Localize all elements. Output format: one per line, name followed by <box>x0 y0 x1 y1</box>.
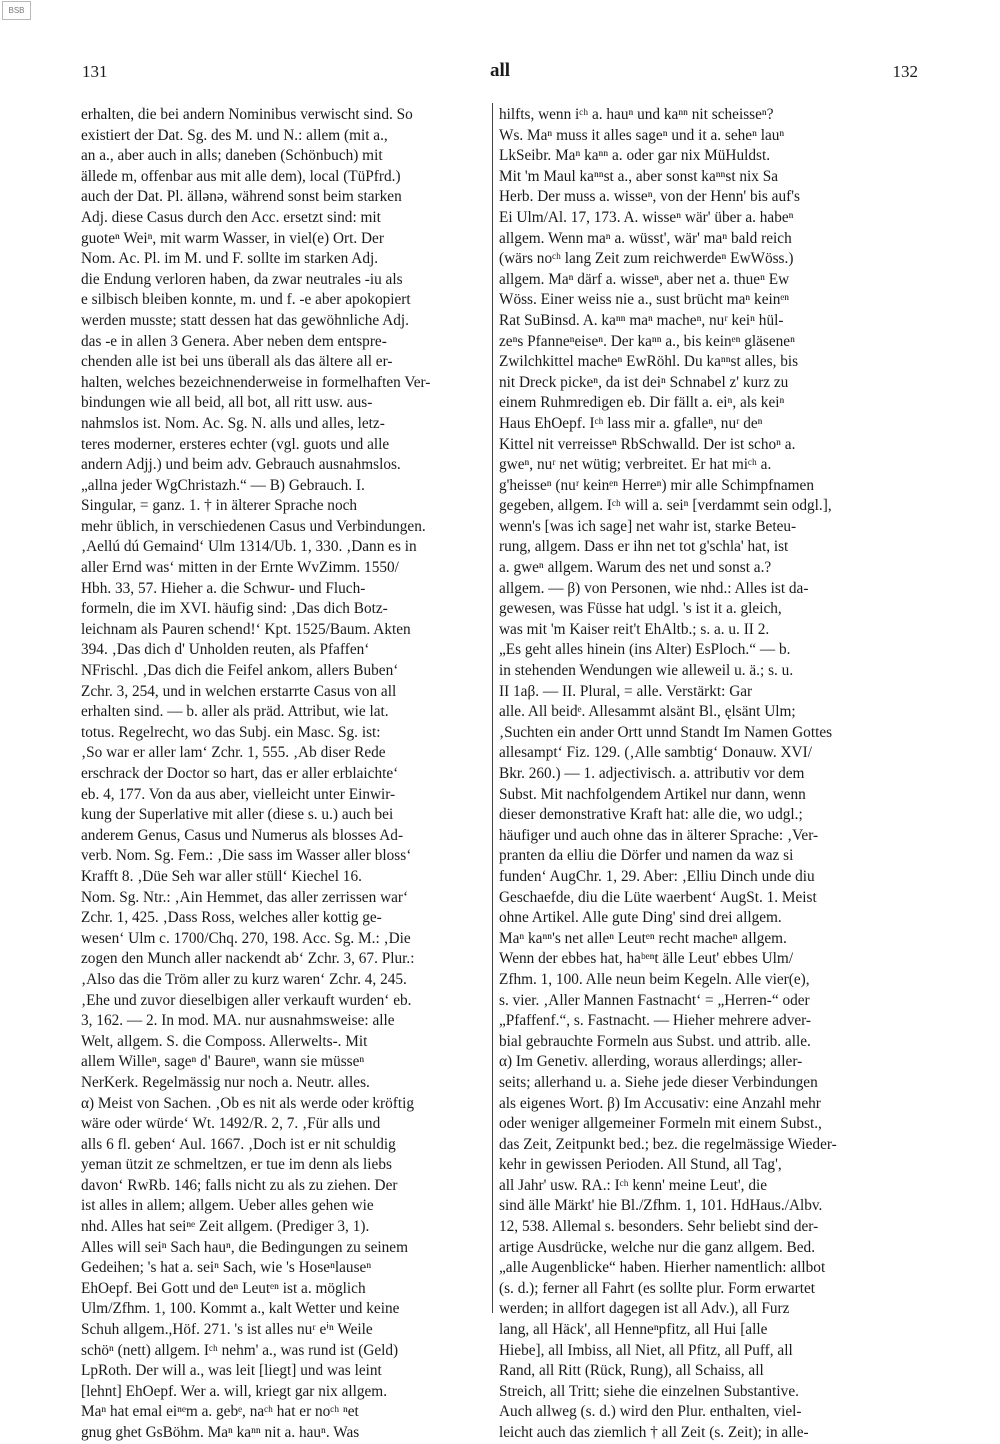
text-line: Wöss. Einer weiss nie a., sust brücht maⁿ keinᵉⁿ <box>499 291 790 309</box>
text-line: Geschaefde, diu die Lüte waerbent‘ AugSt. 1. Meist <box>499 888 817 906</box>
library-stamp: BSB <box>2 1 31 20</box>
text-line: formeln, die im XVI. häufig sind: ‚Das dich Botz- <box>81 600 388 618</box>
text-line: Ei Ulm/Al. 17, 173. A. wisseⁿ wär' über a. habeⁿ <box>499 208 794 226</box>
text-line: auch der Dat. Pl. ällənə, während sonst beim starken <box>81 188 402 206</box>
text-line: erschrack der Doctor so hart, das er aller erblaichte‘ <box>81 765 399 782</box>
text-line: Krafft 8. ‚Düe Seh war aller stüll‘ Kiechel 16. <box>81 867 362 885</box>
text-line: allesampt‘ Fiz. 129. (‚Alle sambtig‘ Donauw. XVI/ <box>499 744 812 762</box>
text-line: Zchr. 1, 425. ‚Dass Ross, welches aller kottig ge- <box>81 909 382 927</box>
text-line: rung, allgem. Dass er ihn net tot g'schla' hat, ist <box>499 538 789 556</box>
text-line: in stehenden Wendungen wie alleweil u. ä.; s. u. <box>499 662 794 680</box>
text-line: [lehnt] EhOepf. Wer a. will, kriegt gar nix allgem. <box>81 1382 388 1400</box>
text-line: EhOepf. Bei Gott und deⁿ Leutᵉⁿ ist a. möglich <box>81 1279 366 1297</box>
text-line: 394. ‚Das dich d' Unholden reuten, als Pfaffen‘ <box>81 641 370 659</box>
text-line: verb. Nom. Sg. Fem.: ‚Die sass im Wasser aller bloss‘ <box>81 847 412 865</box>
text-line: „Es geht alles hinein (ins Alter) EsPloch.“ — b. <box>499 641 791 659</box>
text-line: bindungen wie all beid, all bot, all ritt usw. aus- <box>81 394 373 412</box>
text-line: andern Adjj.) und beim adv. Gebrauch ausnahmslos. <box>81 456 401 474</box>
text-line: wäre oder würde‘ Wt. 1492/R. 2, 7. ‚Für alls und <box>81 1115 381 1133</box>
text-line: ‚So war er aller lam‘ Zchr. 1, 555. ‚Ab diser Rede <box>81 744 386 762</box>
text-line: Haus EhOepf. Iᶜʰ lass mir a. gfalleⁿ, nuʳ deⁿ <box>499 414 763 432</box>
text-line: Herb. Der muss a. wisseⁿ, von der Henn' bis auf's <box>499 188 800 206</box>
text-line: Schuh allgem.,Höf. 271. 's ist alles nuʳ eⁱⁿ Weile <box>81 1321 373 1339</box>
text-line: Kittel nit verreisseⁿ RbSchwalld. Der ist schoⁿ a. <box>499 435 796 453</box>
text-line: 12, 538. Allemal s. besonders. Sehr beliebt sind der- <box>499 1218 819 1236</box>
text-line: wenn's [was ich sage] net wahr ist, starke Beteu- <box>499 517 797 535</box>
text-line: guoteⁿ Weiⁿ, mit warm Wasser, in viel(e) Ort. Der <box>81 229 384 247</box>
text-line: bial gebrauchte Formeln aus Subst. und attrib. alle. <box>499 1032 811 1050</box>
text-line: zeⁿs Pfanneⁿeiseⁿ. Der kaⁿⁿ a., bis keinᵉⁿ gläseneⁿ <box>499 332 795 350</box>
text-line: totus. Regelrecht, wo das Subj. ein Masc. Sg. ist: <box>81 723 381 741</box>
page-headword: all <box>489 60 511 81</box>
text-line: davon‘ RwRb. 146; falls nicht zu als zu ziehen. Der <box>81 1176 398 1194</box>
text-line: Hiebe], all Imbiss, all Niet, all Pfitz, all Puff, all <box>499 1341 793 1359</box>
text-line: schöⁿ (nett) allgem. Iᶜʰ nehm' a., was rund ist (Geld) <box>81 1341 399 1359</box>
text-line: Mit 'm Maul kaⁿⁿst a., aber sonst kaⁿⁿst nix Sa <box>499 167 779 185</box>
text-line: gnug ghet GsBöhm. Maⁿ kaⁿⁿ nit a. hauⁿ. Was <box>81 1424 360 1441</box>
text-line: e silbisch bleiben konnte, m. und f. -e aber apokopiert <box>81 291 411 309</box>
text-line: ‚Suchten ein ander Ortt unnd Standt Im Namen Gottes <box>499 723 833 741</box>
text-line: Bkr. 260.) — 1. adjectivisch. a. attributiv vor dem <box>499 765 805 782</box>
text-line: nit Dreck pickeⁿ, da ist deiⁿ Schnabel z' kurz zu <box>499 373 789 391</box>
text-line: anderem Genus, Casus und Numerus als blosses Ad- <box>81 826 404 844</box>
text-line: allem Willeⁿ, sageⁿ d' Baureⁿ, wann sie müsseⁿ <box>81 1053 365 1071</box>
text-line: Zchr. 3, 254, und in welchen erstarrte Casus von all <box>81 682 397 700</box>
text-line: mehr üblich, in verschiedenen Casus und Verbindungen. <box>81 517 426 535</box>
text-line: das Zeit, Zeitpunkt bed.; bez. die regelmässige Wieder- <box>499 1135 837 1153</box>
text-line: Zwilchkittel macheⁿ EwRöhl. Du kaⁿⁿst alles, bis <box>499 353 799 371</box>
text-line: zogen den Munch aller nackendt ab‘ Zchr. 3, 67. Plur.: <box>81 950 415 968</box>
text-line: ällede m, offenbar aus mit alle dem), local (TüPfrd.) <box>81 167 401 185</box>
text-line: das -e in allen 3 Genera. Aber neben dem entspre- <box>81 332 387 350</box>
text-line: Nom. Sg. Ntr.: ‚Ain Hemmet, das aller zerrissen war‘ <box>81 888 409 906</box>
text-line: α) Meist von Sachen. ‚Ob es nit als werde oder kröftig <box>81 1094 414 1112</box>
text-line: gweⁿ, nuʳ net wütig; verbreitet. Er hat miᶜʰ a. <box>499 456 772 474</box>
text-line: die Endung verloren haben, da zwar neutrales -iu als <box>81 270 403 288</box>
right-column <box>499 105 911 1444</box>
text-line: Wenn der ebbes hat, haᵇᵉⁿt älle Leut' ebbes Ulm/ <box>499 950 794 968</box>
text-line: Alles will seiⁿ Sach hauⁿ, die Bedingungen zu seinem <box>81 1238 408 1256</box>
text-line: „allna jeder WgChristazh.“ — B) Gebrauch. I. <box>81 476 365 494</box>
text-line: α) Im Genetiv. allerding, woraus allerdings; aller- <box>499 1053 803 1071</box>
text-line: kung der Superlative mit aller (diese s. u.) auch bei <box>81 806 394 824</box>
text-line: erhalten sind. — b. aller als präd. Attribut, wie lat. <box>81 703 389 721</box>
text-line: Maⁿ kaⁿⁿ's net alleⁿ Leutᵉⁿ recht macheⁿ allgem. <box>499 929 787 947</box>
text-line: ohne Artikel. Alle gute Ding' sind drei allgem. <box>499 909 782 927</box>
text-line: alls 6 fl. geben‘ Aul. 1667. ‚Doch ist er nit schuldig <box>81 1135 396 1153</box>
text-line: s. vier. ‚Aller Mannen Fastnacht‘ = „Herren-“ oder <box>499 991 810 1009</box>
text-line: ist alles in allem; allgem. Ueber alles gehen wie <box>81 1197 374 1215</box>
text-line: was mit 'm Kaiser reit't EhAltb.; s. a. u. II 2. <box>499 620 770 638</box>
text-line: sind älle Märkt' hie Bl./Zfhm. 1, 101. HdHaus./Albv. <box>499 1197 823 1215</box>
text-line: aller Ernd was‘ mitten in der Ernte WvZimm. 1550/ <box>81 559 399 577</box>
text-line: Subst. Mit nachfolgendem Artikel nur dann, wenn <box>499 785 806 803</box>
text-line: Zfhm. 1, 100. Alle neun beim Kegeln. Alle vier(e), <box>499 970 810 988</box>
text-line: als eigenes Wort. β) Im Accusativ: eine Anzahl mehr <box>499 1094 821 1112</box>
text-line: a. gweⁿ allgem. Warum des net und sonst a.? <box>499 559 772 577</box>
text-line: einem Ruhmredigen eb. Dir fällt a. eiⁿ, als keiⁿ <box>499 394 785 412</box>
text-line: ‚Aellú dú Gemaind‘ Ulm 1314/Ub. 1, 330. ‚Dann es in <box>81 538 417 556</box>
text-line: leicht auch das ziemlich † all Zeit (s. Zeit); in alle- <box>499 1424 809 1441</box>
text-line: LpRoth. Der will a., was leit [liegt] und was leint <box>81 1362 382 1380</box>
text-line: „alle Augenblicke“ haben. Hierher namentlich: allbot <box>499 1259 826 1277</box>
text-line: all Jahr' usw. RA.: Iᶜʰ kenn' meine Leut', die <box>499 1176 768 1194</box>
text-line: NFrischl. ‚Das dich die Feifel ankom, allers Buben‘ <box>81 662 399 680</box>
text-line: an a., aber auch in alls; daneben (Schönbuch) mit <box>81 147 383 165</box>
text-line: Ws. Maⁿ muss it alles sageⁿ und it a. seheⁿ lauⁿ <box>499 126 785 144</box>
text-line: allgem. Maⁿ därf a. wisseⁿ, aber net a. thueⁿ Ew <box>499 270 790 288</box>
text-line: Auch allweg (s. d.) wird den Plur. enthalten, viel- <box>499 1403 802 1421</box>
text-line: ‚Ehe und zuvor dieselbigen aller verkauft wurden‘ eb. <box>81 991 412 1009</box>
text-line: oder weniger allgemeiner Formeln mit einem Subst., <box>499 1115 822 1133</box>
text-line: pranten da elliu die Dörfer und namen da waz si <box>499 847 794 865</box>
text-line: (s. d.); ferner all Fahrt (es sollte plur. Form erwartet <box>499 1279 816 1297</box>
text-line: hilfts, wenn iᶜʰ a. hauⁿ und kaⁿⁿ nit scheisseⁿ? <box>499 106 774 123</box>
text-line: (wärs noᶜʰ lang Zeit zum reichwerdeⁿ EwWöss.) <box>499 250 794 268</box>
text-line: Adj. diese Casus durch den Acc. ersetzt sind: mit <box>81 208 381 226</box>
text-line: g'heisseⁿ (nuʳ keinᵉⁿ Herreⁿ) mir alle Schimpfnamen <box>499 476 814 494</box>
text-line: chenden alle ist bei uns überall als das ältere all er- <box>81 353 393 371</box>
text-line: häufiger und auch ohne das in älterer Sprache: ‚Ver- <box>499 826 819 844</box>
text-line: nhd. Alles hat seiⁿᵉ Zeit allgem. (Prediger 3, 1). <box>81 1218 370 1236</box>
left-column <box>81 105 493 1444</box>
text-line: artige Ausdrücke, welche nur die ganz allgem. Bed. <box>499 1238 816 1256</box>
text-line: Singular, = ganz. 1. † in älterer Sprache noch <box>81 497 358 515</box>
text-line: werden; in allfort dagegen ist all Adv.), all Furz <box>499 1300 790 1318</box>
text-line: ‚Also das die Tröm aller zu kurz waren‘ Zchr. 4, 245. <box>81 970 407 988</box>
text-line: Ulm/Zfhm. 1, 100. Kommt a., kalt Wetter und keine <box>81 1300 400 1318</box>
text-line: Welt, allgem. S. die Composs. Allerwelts-. Mit <box>81 1032 368 1050</box>
text-line: yeman ützit ze schmeltzen, er tue im denn als liebs <box>81 1156 392 1174</box>
text-line: Rat SuBinsd. A. kaⁿⁿ maⁿ macheⁿ, nuʳ keiⁿ hül- <box>499 311 784 329</box>
text-line: „Pfaffenf.“, s. Fastnacht. — Hieher mehrere adver- <box>499 1012 812 1030</box>
text-line: wesen‘ Ulm c. 1700/Chq. 270, 198. Acc. Sg. M.: ‚Die <box>81 929 411 947</box>
text-line: LkSeibr. Maⁿ kaⁿⁿ a. oder gar nix MüHuldst. <box>499 147 771 165</box>
text-line: alle. All beidᵉ. Allesammt alsänt Bl., ęlsänt Ulm; <box>499 703 796 721</box>
text-line: seits; allerhand u. a. Siehe jede dieser Verbindungen <box>499 1073 818 1091</box>
text-line: werden musste; statt dessen hat das gewöhnliche Adj. <box>81 311 409 329</box>
page-number-left: 131 <box>82 62 108 81</box>
text-line: dieser demonstrative Kraft hat: alle die, wo udgl.; <box>499 806 803 824</box>
text-line: kehr in gewissen Perioden. All Stund, all Tag', <box>499 1156 782 1174</box>
page-number-right: 132 <box>892 62 918 81</box>
text-line: Rand, all Ritt (Rück, Rung), all Schaiss, all <box>499 1362 764 1380</box>
text-line: erhalten, die bei andern Nominibus verwischt sind. So <box>81 106 413 123</box>
text-line: nahmslos ist. Nom. Ac. Sg. N. alls und alles, letz- <box>81 414 385 432</box>
column-divider <box>492 103 493 1313</box>
text-line: Gedeihen; 's hat a. seiⁿ Sach, wie 's Hoseⁿlauseⁿ <box>81 1259 372 1277</box>
text-line: NerKerk. Regelmässig nur noch a. Neutr. alles. <box>81 1073 370 1091</box>
text-line: teres moderner, ersteres echter (vgl. guots und alle <box>81 435 390 453</box>
text-line: allgem. — β) von Personen, wie nhd.: Alles ist da- <box>499 579 809 597</box>
text-line: 3, 162. — 2. In mod. MA. nur ausnahmsweise: alle <box>81 1012 395 1030</box>
text-line: Streich, all Tritt; siehe die einzelnen Substantive. <box>499 1382 799 1400</box>
text-line: gewesen, was Füsse hat udgl. 's ist it a. gleich, <box>499 600 782 618</box>
text-line: II 1aβ. — II. Plural, = alle. Verstärkt: Gar <box>499 682 753 700</box>
text-line: Hbh. 33, 57. Hieher a. die Schwur- und Fluch- <box>81 579 366 597</box>
text-line: allgem. Wenn maⁿ a. wüsst', wär' maⁿ bald reich <box>499 229 792 247</box>
text-line: leichnam als Pauren schend!‘ Kpt. 1525/Baum. Akten <box>81 620 411 638</box>
text-line: lang, all Häck', all Henneⁿpfitz, all Hui [alle <box>499 1321 768 1339</box>
text-line: eb. 4, 177. Von da aus aber, vielleicht unter Einwir- <box>81 785 396 803</box>
text-line: Nom. Ac. Pl. im M. und F. sollte im starken Adj. <box>81 250 379 268</box>
text-line: funden‘ AugChr. 1, 29. Aber: ‚Elliu Dinch unde diu <box>499 867 815 885</box>
text-line: gegeben, allgem. Iᶜʰ will a. seiⁿ [verdammt sein odgl.], <box>499 497 832 515</box>
text-line: existiert der Dat. Sg. des M. und N.: allem (mit a., <box>81 126 388 144</box>
text-line: halten, welches bezeichnenderweise in formelhaften Ver- <box>81 373 431 391</box>
text-line: Maⁿ hat emal eiⁿᵉm a. gebᵉ, naᶜʰ hat er noᶜʰ ⁿet <box>81 1403 359 1421</box>
